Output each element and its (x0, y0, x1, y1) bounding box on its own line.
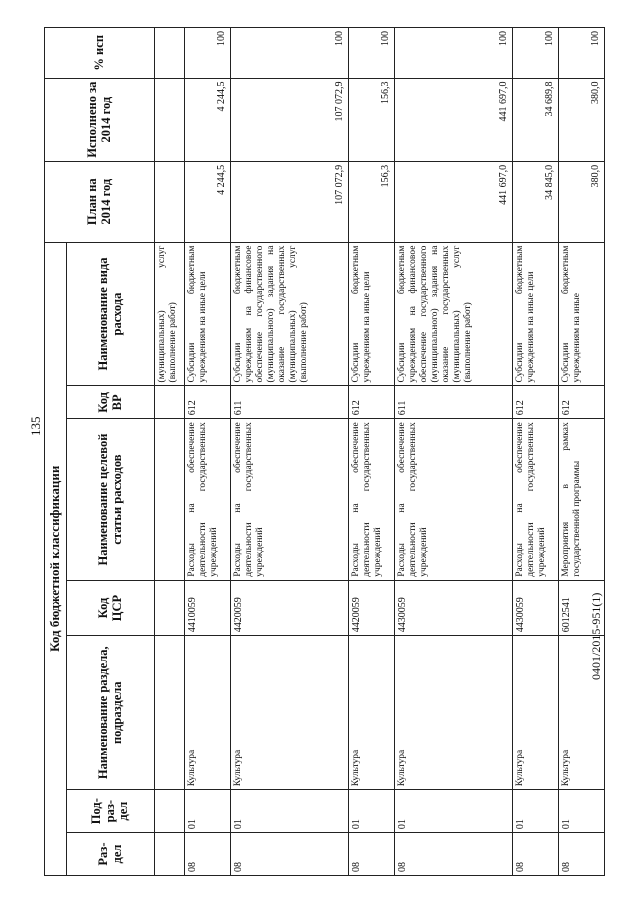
cell-csr (155, 580, 185, 636)
cell-plan (155, 161, 185, 242)
cell-done: 156,3 (349, 78, 395, 161)
cell-name-razdel: Культура (513, 636, 559, 790)
table-row (185, 28, 231, 876)
cell-pct: 100 (513, 28, 559, 79)
cell-name-razdel: Культура (231, 636, 349, 790)
cell-plan: 107 072,9 (231, 161, 349, 242)
budget-table (44, 27, 605, 876)
cell-razdel: 08 (513, 833, 559, 876)
header-razdel: Раз-дел (67, 833, 155, 876)
cell-plan: 4 244,5 (185, 161, 231, 242)
header-name-csr: Наименование целевой статьи расходов (67, 419, 155, 581)
table-row (395, 28, 513, 876)
cell-vr: 612 (185, 386, 231, 419)
cell-name-csr: Расходы на обеспечение деятельности государственных учреждений (395, 419, 513, 581)
table-row (349, 28, 395, 876)
table-row (155, 28, 185, 876)
header-name-vr: Наименование вида расхода (67, 242, 155, 386)
cell-csr: 4430059 (513, 580, 559, 636)
cell-pct (155, 28, 185, 79)
cell-pct: 100 (231, 28, 349, 79)
cell-done: 380,0 (559, 78, 605, 161)
cell-name-vr: Субсидии бюджетным учреждениям на финансовое обеспечение государственного (муниципального) задания на оказание государственных (муниципальных) услуг (выполнение работ) (231, 242, 349, 386)
header-done: Исполнено за 2014 год (45, 78, 155, 161)
cell-csr: 4430059 (395, 580, 513, 636)
cell-podrazdel: 01 (349, 790, 395, 833)
cell-name-razdel: Культура (395, 636, 513, 790)
cell-name-vr: (муниципальных) услуг (выполнение работ) (155, 242, 185, 386)
cell-done: 441 697,0 (395, 78, 513, 161)
cell-razdel: 08 (185, 833, 231, 876)
cell-podrazdel: 01 (231, 790, 349, 833)
cell-plan: 34 845,0 (513, 161, 559, 242)
cell-pct: 100 (349, 28, 395, 79)
header-vr: Код ВР (67, 386, 155, 419)
cell-pct: 100 (395, 28, 513, 79)
header-pct: % исп (45, 28, 155, 79)
cell-razdel: 08 (349, 833, 395, 876)
header-podrazdel: Под-раз-дел (67, 790, 155, 833)
cell-done (155, 78, 185, 161)
cell-podrazdel: 01 (185, 790, 231, 833)
cell-pct: 100 (185, 28, 231, 79)
cell-csr: 4410059 (185, 580, 231, 636)
document-code-text: 0401/2015-951(1) (589, 592, 603, 680)
cell-name-csr: Расходы на обеспечение деятельности государственных учреждений (185, 419, 231, 581)
cell-plan: 380,0 (559, 161, 605, 242)
cell-vr: 611 (231, 386, 349, 419)
cell-name-razdel: Культура (559, 636, 605, 790)
header-csr: Код ЦСР (67, 580, 155, 636)
cell-podrazdel: 01 (559, 790, 605, 833)
cell-vr (155, 386, 185, 419)
cell-name-razdel: Культура (349, 636, 395, 790)
cell-podrazdel: 01 (513, 790, 559, 833)
cell-name-vr: Субсидии бюджетным учреждениям на иные цели (185, 242, 231, 386)
cell-csr: 4420059 (349, 580, 395, 636)
cell-podrazdel (155, 790, 185, 833)
cell-vr: 612 (559, 386, 605, 419)
group-caption: Код бюджетной классификации (45, 242, 67, 875)
cell-name-csr: Расходы на обеспечение деятельности государственных учреждений (513, 419, 559, 581)
cell-name-vr: Субсидии бюджетным учреждениям на иные цели (349, 242, 395, 386)
cell-vr: 611 (395, 386, 513, 419)
cell-done: 4 244,5 (185, 78, 231, 161)
cell-name-csr: Расходы на обеспечение деятельности государственных учреждений (349, 419, 395, 581)
page-number-text: 135 (28, 416, 43, 436)
cell-name-razdel (155, 636, 185, 790)
cell-name-csr (155, 419, 185, 581)
header-name-razdel: Наименование раздела, подраздела (67, 636, 155, 790)
cell-name-csr: Мероприятия в рамках государственной программы (559, 419, 605, 581)
cell-done: 107 072,9 (231, 78, 349, 161)
cell-name-csr: Расходы на обеспечение деятельности государственных учреждений (231, 419, 349, 581)
cell-razdel: 08 (231, 833, 349, 876)
cell-pct: 100 (559, 28, 605, 79)
table-body (155, 28, 605, 876)
cell-name-vr: Субсидии бюджетным учреждениям на финансовое обеспечение государственного (муниципального) задания на оказание государственных (муниципальных) услуг (выполнение работ) (395, 242, 513, 386)
cell-razdel: 08 (395, 833, 513, 876)
table-row (513, 28, 559, 876)
table-row (559, 28, 605, 876)
cell-done: 34 689,8 (513, 78, 559, 161)
cell-name-razdel: Культура (185, 636, 231, 790)
table-row (231, 28, 349, 876)
cell-name-vr: Субсидии бюджетным учреждениям на иные цели (513, 242, 559, 386)
header-plan: План на 2014 год (45, 161, 155, 242)
cell-vr: 612 (513, 386, 559, 419)
cell-name-vr: Субсидии бюджетным учреждениям на иные (559, 242, 605, 386)
cell-csr: 4420059 (231, 580, 349, 636)
cell-plan: 441 697,0 (395, 161, 513, 242)
cell-plan: 156,3 (349, 161, 395, 242)
cell-vr: 612 (349, 386, 395, 419)
cell-podrazdel: 01 (395, 790, 513, 833)
cell-csr: 6012541 (559, 580, 605, 636)
cell-razdel: 08 (559, 833, 605, 876)
cell-razdel (155, 833, 185, 876)
